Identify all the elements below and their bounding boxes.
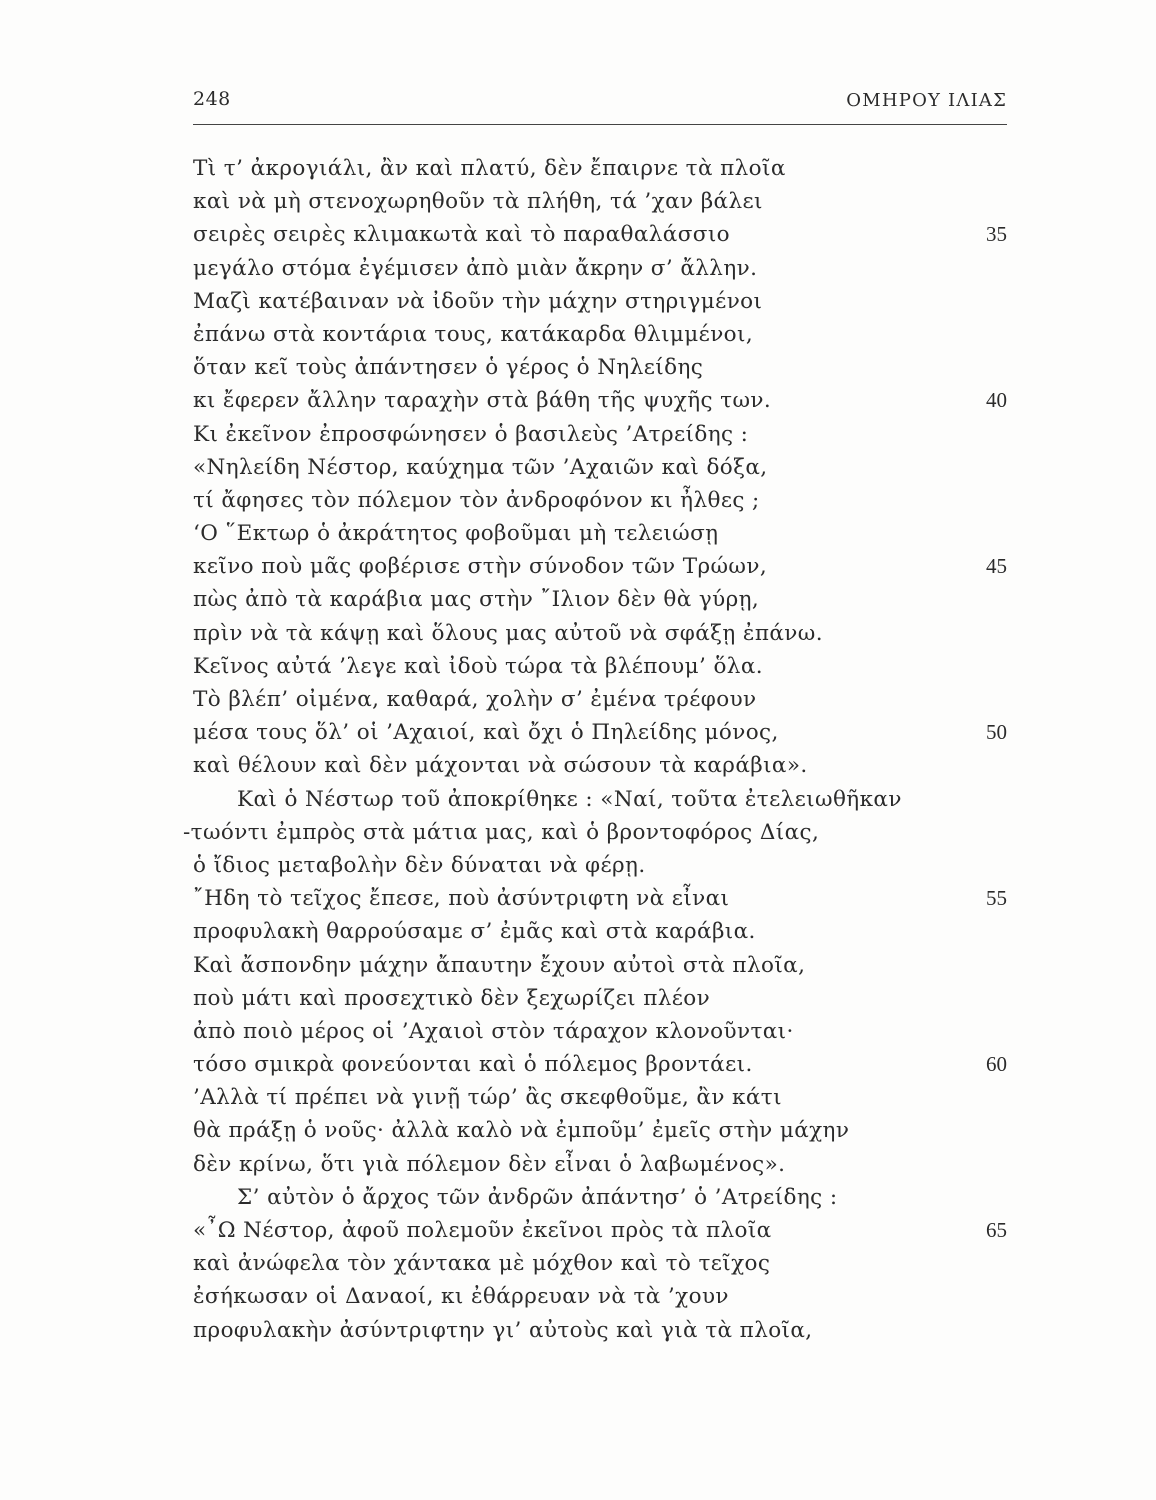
verse-line: [193, 1114, 1007, 1147]
verse-line: [193, 285, 1007, 318]
verse-line: [193, 1081, 1007, 1114]
verse-text: ἀπὸ ποιὸ μέρος οἱ ’Αχαιοὶ στὸν τάραχον κλονοῦνται·: [193, 1018, 794, 1044]
verse-line: [193, 484, 1007, 517]
line-number: 35: [986, 222, 1007, 247]
verse-text: θὰ πράξῃ ὁ νοῦς· ἀλλὰ καλὸ νὰ ἐμποῦμ’ ἐμεῖς στὴν μάχην: [193, 1118, 850, 1144]
verse-text: μέσα τους ὅλ’ οἱ ’Αχαιοί, καὶ ὄχι ὁ Πηλείδης μόνος,: [193, 720, 779, 746]
verse-text: ποὺ μάτι καὶ προσεχτικὸ δὲν ξεχωρίζει πλέον: [193, 985, 711, 1011]
header-rule: [193, 124, 1007, 125]
verse-text: κι ἔφερεν ἄλλην ταραχὴν στὰ βάθη τῆς ψυχῆς των.: [193, 388, 772, 414]
verse-line: [193, 1148, 1007, 1181]
verse-text: Τὸ βλέπ’ οἰμένα, καθαρά, χολὴν σ’ ἐμένα τρέφουν: [193, 687, 757, 712]
verse-text: ὁ ἴδιος μεταβολὴν δὲν δύναται νὰ φέρῃ.: [193, 852, 646, 878]
verse-line: [193, 1280, 1007, 1313]
verse-text: ἐπάνω στὰ κοντάρια τους, κατάκαρδα θλιμμένοι,: [193, 321, 754, 347]
verse-line: [193, 550, 1007, 583]
verse-line: [193, 882, 1007, 915]
verse-text: Καὶ ἄσπονδην μάχην ἄπαυτην ἔχουν αὐτοὶ στὰ πλοῖα,: [193, 952, 806, 978]
verse-line: [193, 1247, 1007, 1280]
verse-text: καὶ θέλουν καὶ δὲν μάχονται νὰ σώσουν τὰ καράβια».: [193, 753, 808, 779]
verse-line: [193, 1181, 1007, 1214]
verse-line: [193, 1214, 1007, 1247]
verse-line: [193, 650, 1007, 683]
verse-line: [193, 716, 1007, 749]
verse-line: [193, 982, 1007, 1015]
verse-line: [193, 1048, 1007, 1081]
running-title: ΟΜΗΡΟΥ ΙΛΙΑΣ: [846, 90, 1007, 111]
verse-text: ‘Ο ῞Εκτωρ ὁ ἀκράτητος φοβοῦμαι μὴ τελειώσῃ: [193, 521, 719, 547]
verse-text: «Νηλείδη Νέστορ, καύχημα τῶν ’Αχαιῶν καὶ δόξα,: [193, 454, 768, 480]
verse-line: [193, 1015, 1007, 1048]
poem-text: [183, 152, 1007, 1347]
line-number: 60: [986, 1052, 1007, 1077]
verse-line: [193, 418, 1007, 451]
line-number: 65: [986, 1218, 1007, 1242]
verse-text: ’Αλλὰ τί πρέπει νὰ γινῇ τώρ’ ἂς σκεφθοῦμε, ἂν κάτι: [193, 1085, 782, 1111]
verse-text: «῏Ω Νέστορ, ἀφοῦ πολεμοῦν ἐκεῖνοι πρὸς τὰ πλοῖα: [193, 1218, 772, 1243]
verse-text: προφυλακὴν ἀσύντριφτην γι’ αὐτοὺς καὶ γιὰ τὰ πλοῖα,: [193, 1317, 813, 1343]
line-number: 40: [986, 388, 1007, 413]
verse-text: τί ἄφησες τὸν πόλεμον τὸν ἀνδροφόνον κι ἦλθες ;: [193, 487, 760, 513]
verse-line: [193, 185, 1007, 218]
verse-text: προφυλακὴ θαρρούσαμε σ’ ἐμᾶς καὶ στὰ καράβια.: [193, 919, 756, 945]
verse-line: [193, 318, 1007, 351]
verse-line: [193, 218, 1007, 251]
verse-line: [193, 252, 1007, 285]
verse-line: [193, 384, 1007, 417]
verse-text: σειρὲς σειρὲς κλιμακωτὰ καὶ τὸ παραθαλάσσιο: [193, 222, 731, 248]
verse-line: [193, 351, 1007, 384]
verse-text: Μαζὶ κατέβαιναν νὰ ἰδοῦν τὴν μάχην στηριγμένοι: [193, 288, 763, 314]
verse-line: [183, 816, 1007, 849]
verse-text: Καὶ ὁ Νέστωρ τοῦ ἀποκρίθηκε : «Ναί, τοῦτα ἐτελειωθῆκαν: [237, 786, 902, 812]
verse-line: [193, 451, 1007, 484]
verse-text: -τωόντι ἐμπρὸς στὰ μάτια μας, καὶ ὁ βροντοφόρος Δίας,: [183, 819, 820, 845]
verse-text: Κεῖνος αὐτά ’λεγε καὶ ἰδοὺ τώρα τὰ βλέπουμ’ ὅλα.: [193, 653, 763, 679]
verse-text: καὶ ἀνώφελα τὸν χάντακα μὲ μόχθον καὶ τὸ τεῖχος: [193, 1251, 771, 1277]
verse-line: [193, 617, 1007, 650]
verse-line: [193, 849, 1007, 882]
verse-text: Σ’ αὐτὸν ὁ ἄρχος τῶν ἀνδρῶν ἀπάντησ’ ὁ ’Ατρείδης :: [237, 1184, 838, 1210]
verse-text: τόσο σμικρὰ φονεύονται καὶ ὁ πόλεμος βροντάει.: [193, 1052, 753, 1078]
verse-line: [193, 749, 1007, 782]
verse-line: [193, 683, 1007, 716]
line-number: 45: [986, 554, 1007, 579]
line-number: 50: [986, 720, 1007, 745]
verse-text: ὅταν κεῖ τοὺς ἀπάντησεν ὁ γέρος ὁ Νηλείδης: [193, 355, 704, 381]
verse-text: κεῖνο ποὺ μᾶς φοβέρισε στὴν σύνοδον τῶν Τρώων,: [193, 554, 768, 580]
verse-line: [193, 915, 1007, 948]
verse-line: [193, 783, 1007, 816]
verse-text: ἐσήκωσαν οἱ Δαναοί, κι ἐθάρρευαν νὰ τὰ ’χουν: [193, 1284, 729, 1310]
verse-line: [193, 583, 1007, 616]
line-number: 55: [986, 886, 1007, 911]
verse-line: [193, 517, 1007, 550]
verse-text: Τὶ τ’ ἀκρογιάλι, ἂν καὶ πλατύ, δὲν ἔπαιρνε τὰ πλοῖα: [193, 156, 786, 181]
verse-text: καὶ νὰ μὴ στενοχωρηθοῦν τὰ πλήθη, τά ’χαν βάλει: [193, 189, 763, 215]
verse-line: [193, 152, 1007, 185]
verse-text: ῎Ηδη τὸ τεῖχος ἔπεσε, ποὺ ἀσύντριφτη νὰ εἶναι: [193, 886, 730, 912]
verse-text: μεγάλο στόμα ἐγέμισεν ἀπὸ μιὰν ἄκρην σ’ ἄλλην.: [193, 255, 758, 281]
page-header: [193, 88, 1007, 128]
verse-text: Κι ἐκεῖνον ἐπροσφώνησεν ὁ βασιλεὺς ’Ατρείδης :: [193, 421, 749, 447]
verse-text: πὼς ἀπὸ τὰ καράβια μας στὴν ῎Ιλιον δὲν θὰ γύρῃ,: [193, 587, 760, 613]
verse-text: πρὶν νὰ τὰ κάψῃ καὶ ὅλους μας αὐτοῦ νὰ σφάξῃ ἐπάνω.: [193, 620, 823, 646]
page-number: 248: [193, 88, 231, 110]
verse-line: [193, 1314, 1007, 1347]
verse-line: [193, 949, 1007, 982]
verse-text: δὲν κρίνω, ὅτι γιὰ πόλεμον δὲν εἶναι ὁ λαβωμένος».: [193, 1151, 786, 1177]
